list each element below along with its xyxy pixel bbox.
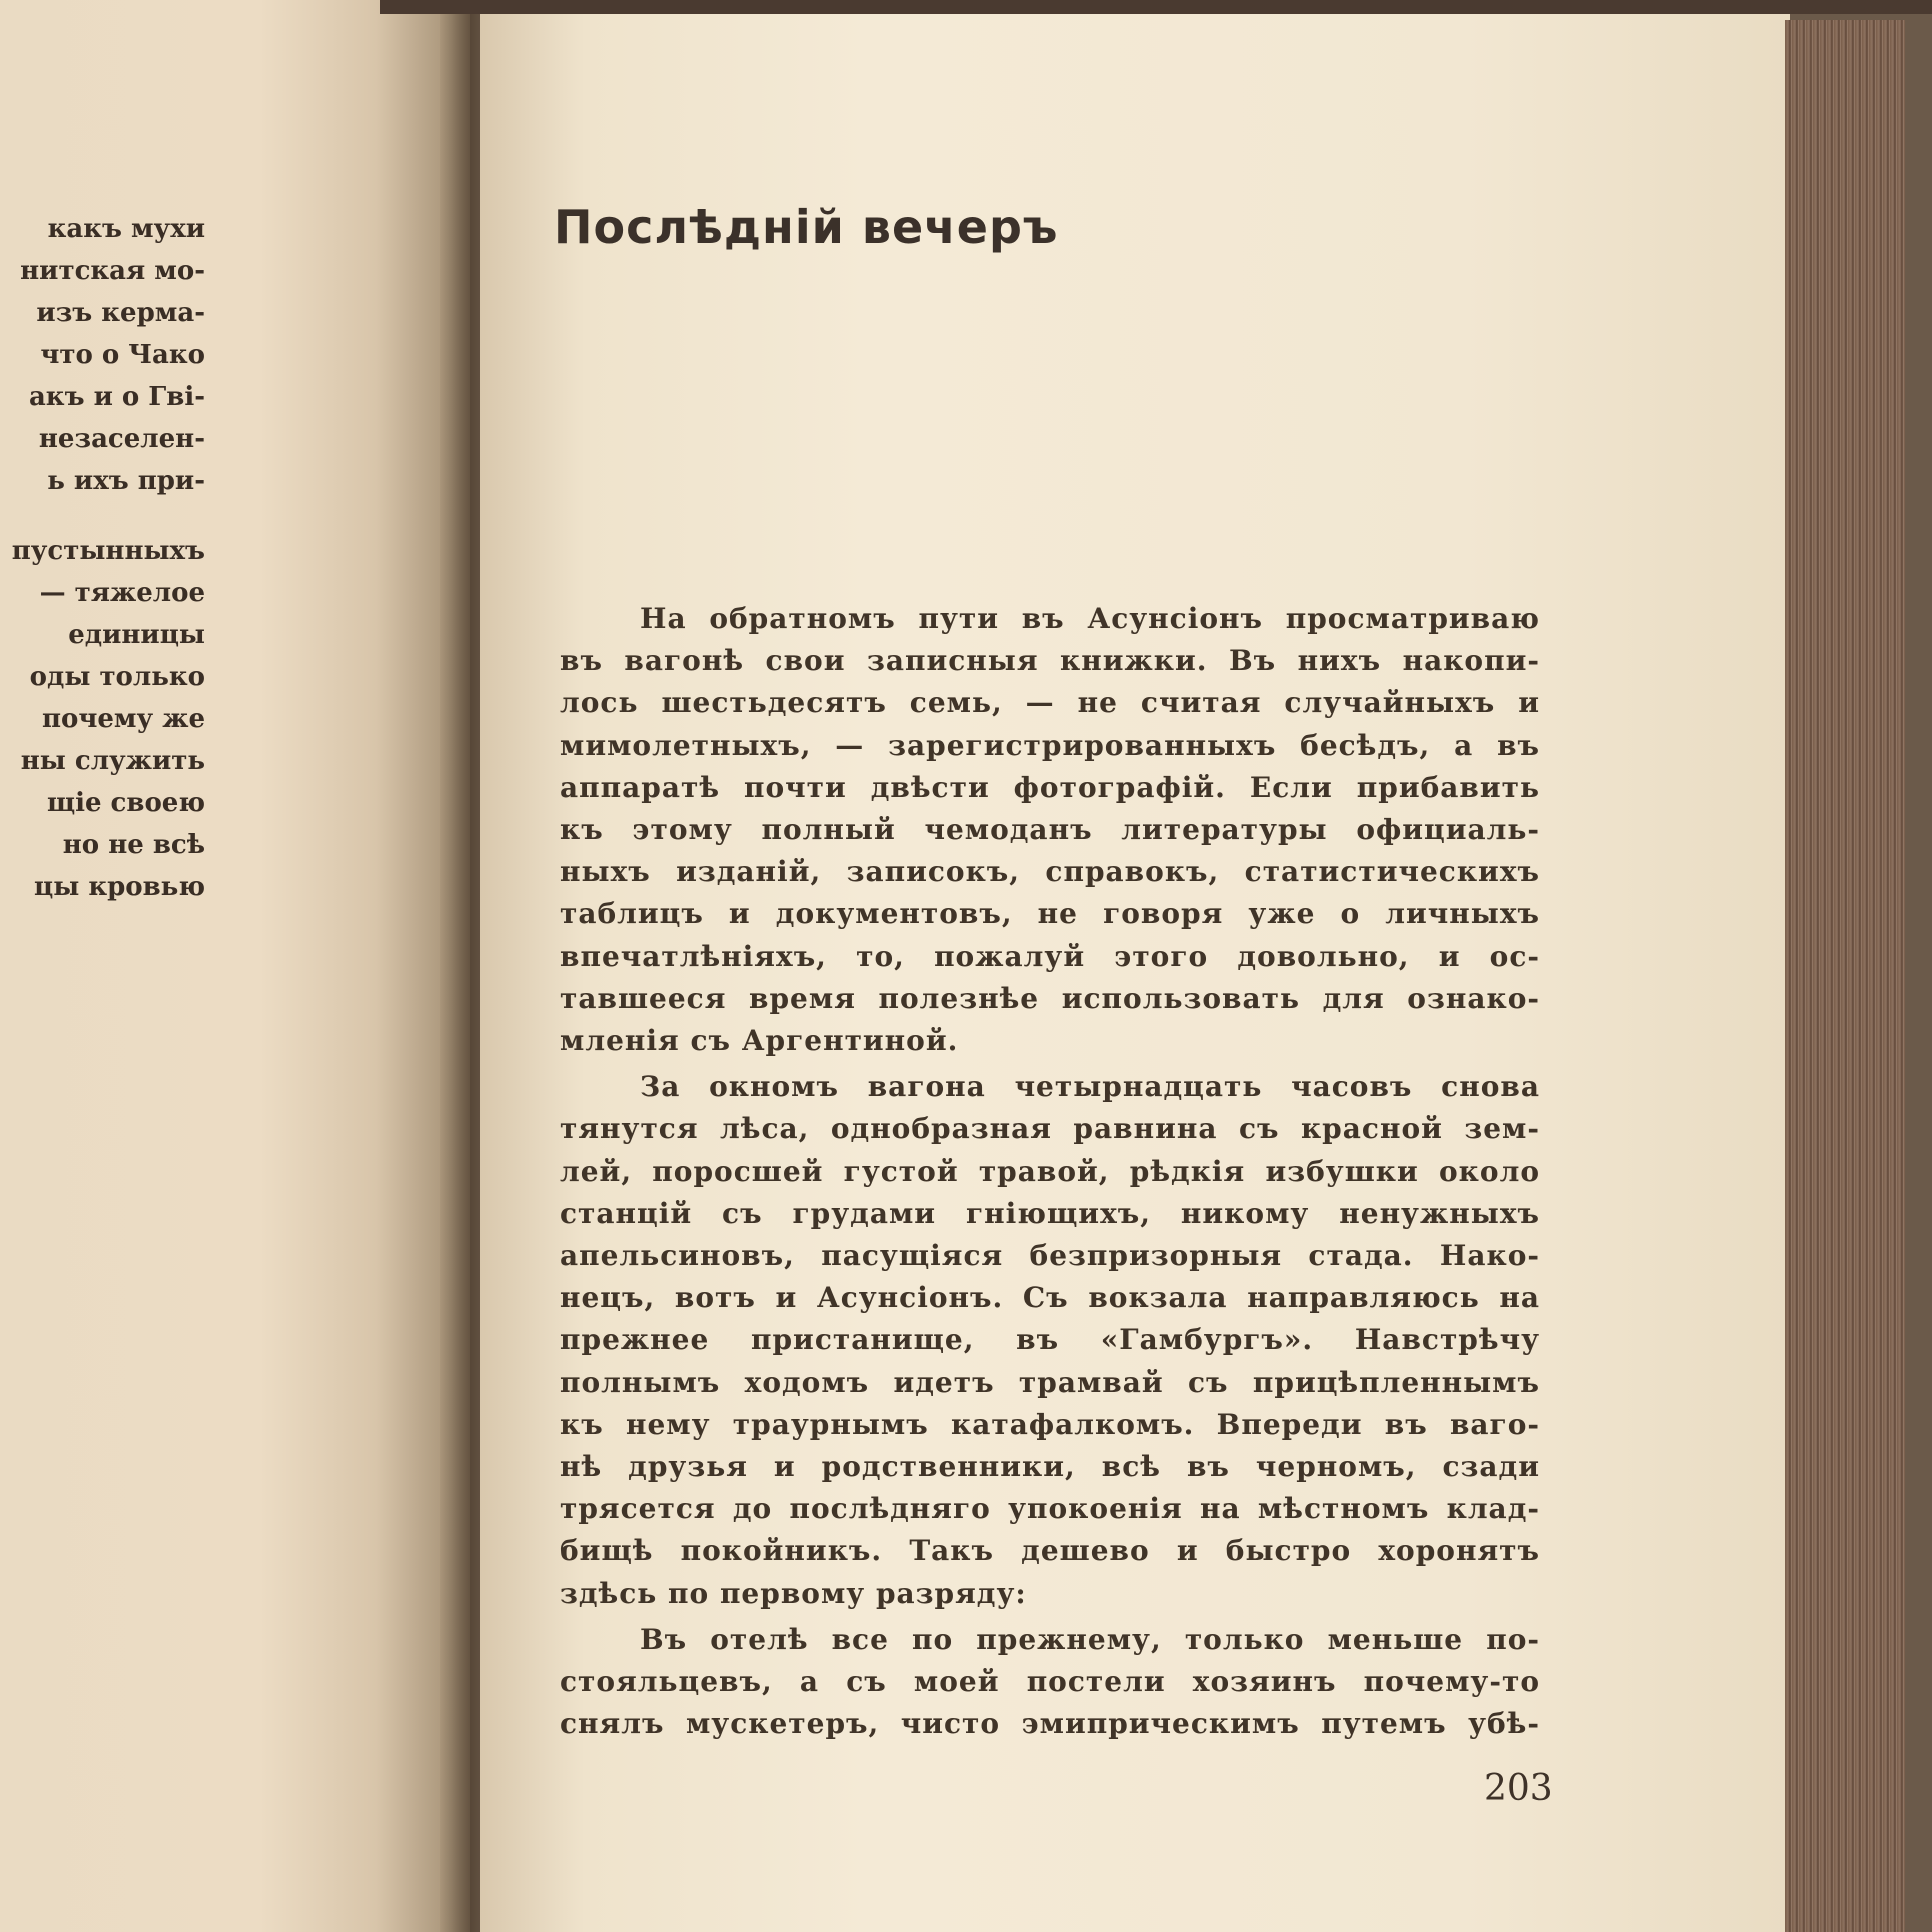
paragraph-3 xyxy=(560,1619,1540,1746)
left-line: но не всѣ xyxy=(62,830,205,860)
left-line: нитская мо- xyxy=(20,256,205,286)
text-line: аппаратѣ почти двѣсти фотографій. Если прибавить xyxy=(560,770,1540,804)
text-line: нѣ друзья и родственники, всѣ въ черномъ, сзади xyxy=(560,1450,1540,1484)
page-number: 203 xyxy=(1484,1768,1553,1809)
left-line: оды только xyxy=(29,662,205,692)
text-line: снялъ мускетеръ, чисто эмиприческимъ путемъ убѣ- xyxy=(560,1707,1540,1741)
text-line: станцій съ грудами гніющихъ, никому ненужныхъ xyxy=(560,1196,1540,1230)
text-line: бищѣ покойникъ. Такъ дешево и быстро хоронятъ xyxy=(560,1534,1540,1568)
paragraph-1 xyxy=(560,598,1540,1062)
left-line: незаселен- xyxy=(38,424,205,454)
text-line: прежнее пристанище, въ «Гамбургъ». Навстрѣчу xyxy=(560,1323,1540,1357)
text-line: таблицъ и документовъ, не говоря уже о личныхъ xyxy=(560,897,1540,931)
left-line: — тяжелое xyxy=(39,578,205,608)
chapter-body xyxy=(560,598,1540,1749)
left-line: какъ мухи xyxy=(47,214,205,244)
left-line: единицы xyxy=(68,620,205,650)
text-line: мимолетныхъ, — зарегистрированныхъ бесѣдъ, а въ xyxy=(560,728,1540,762)
left-line: изъ керма- xyxy=(36,298,205,328)
text-line: стояльцевъ, а съ моей постели хозяинъ почему-то xyxy=(560,1665,1540,1699)
text-line: трясется до послѣдняго упокоенія на мѣстномъ клад- xyxy=(560,1492,1540,1526)
text-line: нецъ, вотъ и Асунсіонъ. Съ вокзала направляюсь на xyxy=(560,1281,1540,1315)
chapter-title: Послѣдній вечеръ xyxy=(554,200,1059,254)
text-line: лось шестьдесятъ семь, — не считая случайныхъ и xyxy=(560,686,1540,720)
text-line: полнымъ ходомъ идетъ трамвай съ прицѣпленнымъ xyxy=(560,1365,1540,1399)
left-line: почему же xyxy=(41,704,205,734)
text-line: тавшееся время полезнѣе использовать для ознако- xyxy=(560,981,1540,1015)
text-line: въ вагонѣ свои записныя книжки. Въ нихъ накопи- xyxy=(560,644,1540,678)
left-line: цы кровью xyxy=(34,872,205,902)
left-line: ь ихъ при- xyxy=(47,466,205,496)
text-line: здѣсь по первому разряду: xyxy=(560,1576,1027,1610)
paragraph-2 xyxy=(560,1066,1540,1615)
text-line: къ этому полный чемоданъ литературы официаль- xyxy=(560,813,1540,847)
text-line: мленія съ Аргентиной. xyxy=(560,1024,959,1058)
text-line: апельсиновъ, пасущіяся безпризорныя стада. Нако- xyxy=(560,1239,1540,1273)
text-line: впечатлѣніяхъ, то, пожалуй этого довольно, и ос- xyxy=(560,939,1540,973)
left-line: ны служить xyxy=(20,746,205,776)
text-line: На обратномъ пути въ Асунсіонъ просматриваю xyxy=(640,602,1540,635)
page-edges xyxy=(1785,20,1905,1932)
top-edge-shadow xyxy=(380,0,1932,14)
left-line: пустынныхъ xyxy=(11,536,205,566)
left-line: что о Чако xyxy=(40,340,205,370)
left-page-text xyxy=(0,208,205,908)
left-line: щіе своею xyxy=(46,788,205,818)
text-line: ныхъ изданій, записокъ, справокъ, статистическихъ xyxy=(560,855,1540,889)
text-line: къ нему траурнымъ катафалкомъ. Впереди въ ваго- xyxy=(560,1407,1540,1441)
left-line: акъ и о Гві- xyxy=(28,382,205,412)
text-line: За окномъ вагона четырнадцать часовъ снова xyxy=(640,1070,1540,1104)
text-line: тянутся лѣса, однобразная равнина съ красной зем- xyxy=(560,1112,1540,1146)
left-paragraph-gap xyxy=(0,502,205,530)
text-line: лей, поросшей густой травой, рѣдкія избушки около xyxy=(560,1154,1540,1188)
text-line: Въ отелѣ все по прежнему, только меньше по- xyxy=(640,1622,1540,1656)
